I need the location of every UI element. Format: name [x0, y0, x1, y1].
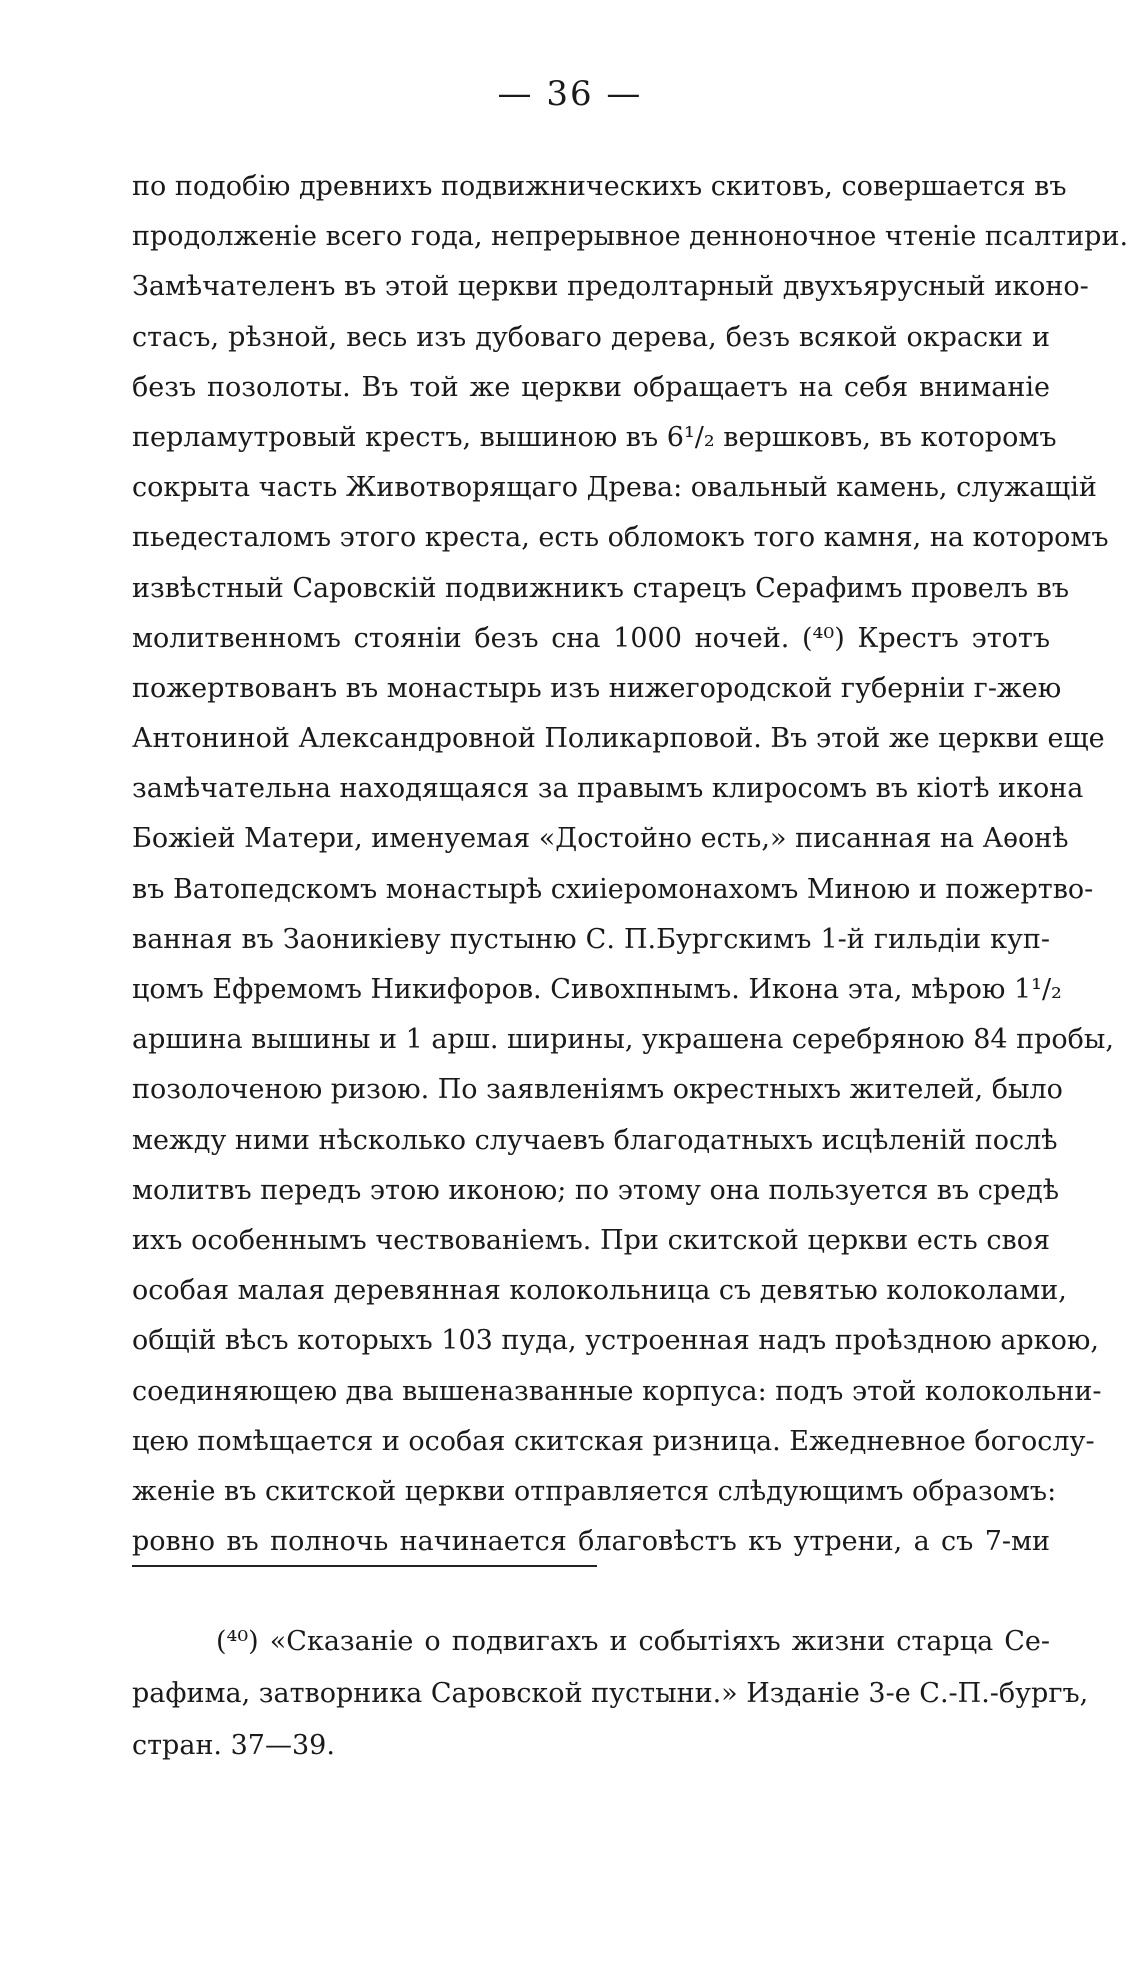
footnote-line: стран. 37—39. — [132, 1730, 335, 1761]
text-line: извѣстный Саровскій подвижникъ старецъ Серафимъ провелъ въ — [132, 572, 1070, 604]
text-line: ихъ особеннымъ чествованіемъ. При скитской церкви есть своя — [132, 1224, 1050, 1256]
text-line: Антониной Александровной Поликарповой. Въ этой же церкви еще — [132, 723, 1105, 755]
text-line: пожертвованъ въ монастырь изъ нижегородской губерніи г-жею — [132, 672, 1062, 704]
text-line: женіе въ скитской церкви отправляется слѣдующимъ образомъ: — [132, 1475, 1057, 1507]
text-line: Замѣчателенъ въ этой церкви предолтарный двухъярусный иконо- — [132, 271, 1089, 303]
text-line: между ними нѣсколько случаевъ благодатныхъ исцѣленій послѣ — [132, 1124, 1058, 1156]
text-line: стасъ, рѣзной, весь изъ дубоваго дерева, безъ всякой окраски и — [132, 321, 1050, 353]
text-line: общій вѣсъ которыхъ 103 пуда, устроенная надъ проѣздною аркою, — [132, 1325, 1099, 1357]
text-line: аршина вышины и 1 арш. ширины, украшена серебряною 84 пробы, — [132, 1024, 1114, 1056]
text-line: цею помѣщается и особая скитская ризница. Ежедневное богослу- — [132, 1425, 1095, 1457]
text-line: ровно въ полночь начинается благовѣстъ къ утрени, а съ 7-ми — [132, 1526, 1050, 1558]
text-line: молитвенномъ стояніи безъ сна 1000 ночей. (⁴⁰) Крестъ этотъ — [132, 622, 1050, 654]
text-line: перламутровый крестъ, вышиною въ 6¹/₂ вершковъ, въ которомъ — [132, 421, 1057, 453]
page-number: — 36 — — [497, 74, 643, 114]
text-line: позолоченою ризою. По заявленіямъ окрестныхъ жителей, было — [132, 1074, 1063, 1106]
text-line: цомъ Ефремомъ Никифоров. Сивохпнымъ. Икона эта, мѣрою 1¹/₂ — [132, 974, 1062, 1005]
text-line: соединяющею два вышеназванные корпуса: подъ этой колокольни- — [132, 1375, 1102, 1407]
text-line: въ Ватопедскомъ монастырѣ схиіеромонахомъ Миною и пожертво- — [132, 873, 1094, 905]
text-line: безъ позолоты. Въ той же церкви обращаетъ на себя вниманіе — [132, 371, 1050, 403]
text-line: ванная въ Заоникіеву пустыню С. П.Бургскимъ 1-й гильдіи куп- — [132, 923, 1050, 955]
text-line: замѣчательна находящаяся за правымъ клиросомъ въ кіотѣ икона — [132, 773, 1084, 805]
text-line: сокрыта часть Животворящаго Древа: овальный камень, служащій — [132, 472, 1097, 504]
text-line: продолженіе всего года, непрерывное денноночное чтеніе псалтири. — [132, 221, 1129, 253]
body-text — [132, 162, 1129, 1567]
text-line: Божіей Матери, именуемая «Достойно есть,» писанная на Аѳонѣ — [132, 823, 1069, 855]
text-line: по подобію древнихъ подвижническихъ скитовъ, совершается въ — [132, 171, 1067, 202]
text-line: молитвъ передъ этою иконою; по этому она пользуется въ средѣ — [132, 1174, 1060, 1206]
text-line: пьедесталомъ этого креста, есть обломокъ того камня, на которомъ — [132, 522, 1109, 554]
footnote — [132, 1616, 1089, 1772]
footnote-line: рафима, затворника Саровской пустыни.» Изданіе 3-е С.-П.-бургъ, — [132, 1678, 1089, 1709]
text-line: особая малая деревянная колокольница съ девятью колоколами, — [132, 1275, 1067, 1307]
footnote-line: (⁴⁰) «Сказаніе о подвигахъ и событіяхъ жизни старца Се- — [216, 1626, 1050, 1657]
footnote-separator — [132, 1565, 597, 1567]
